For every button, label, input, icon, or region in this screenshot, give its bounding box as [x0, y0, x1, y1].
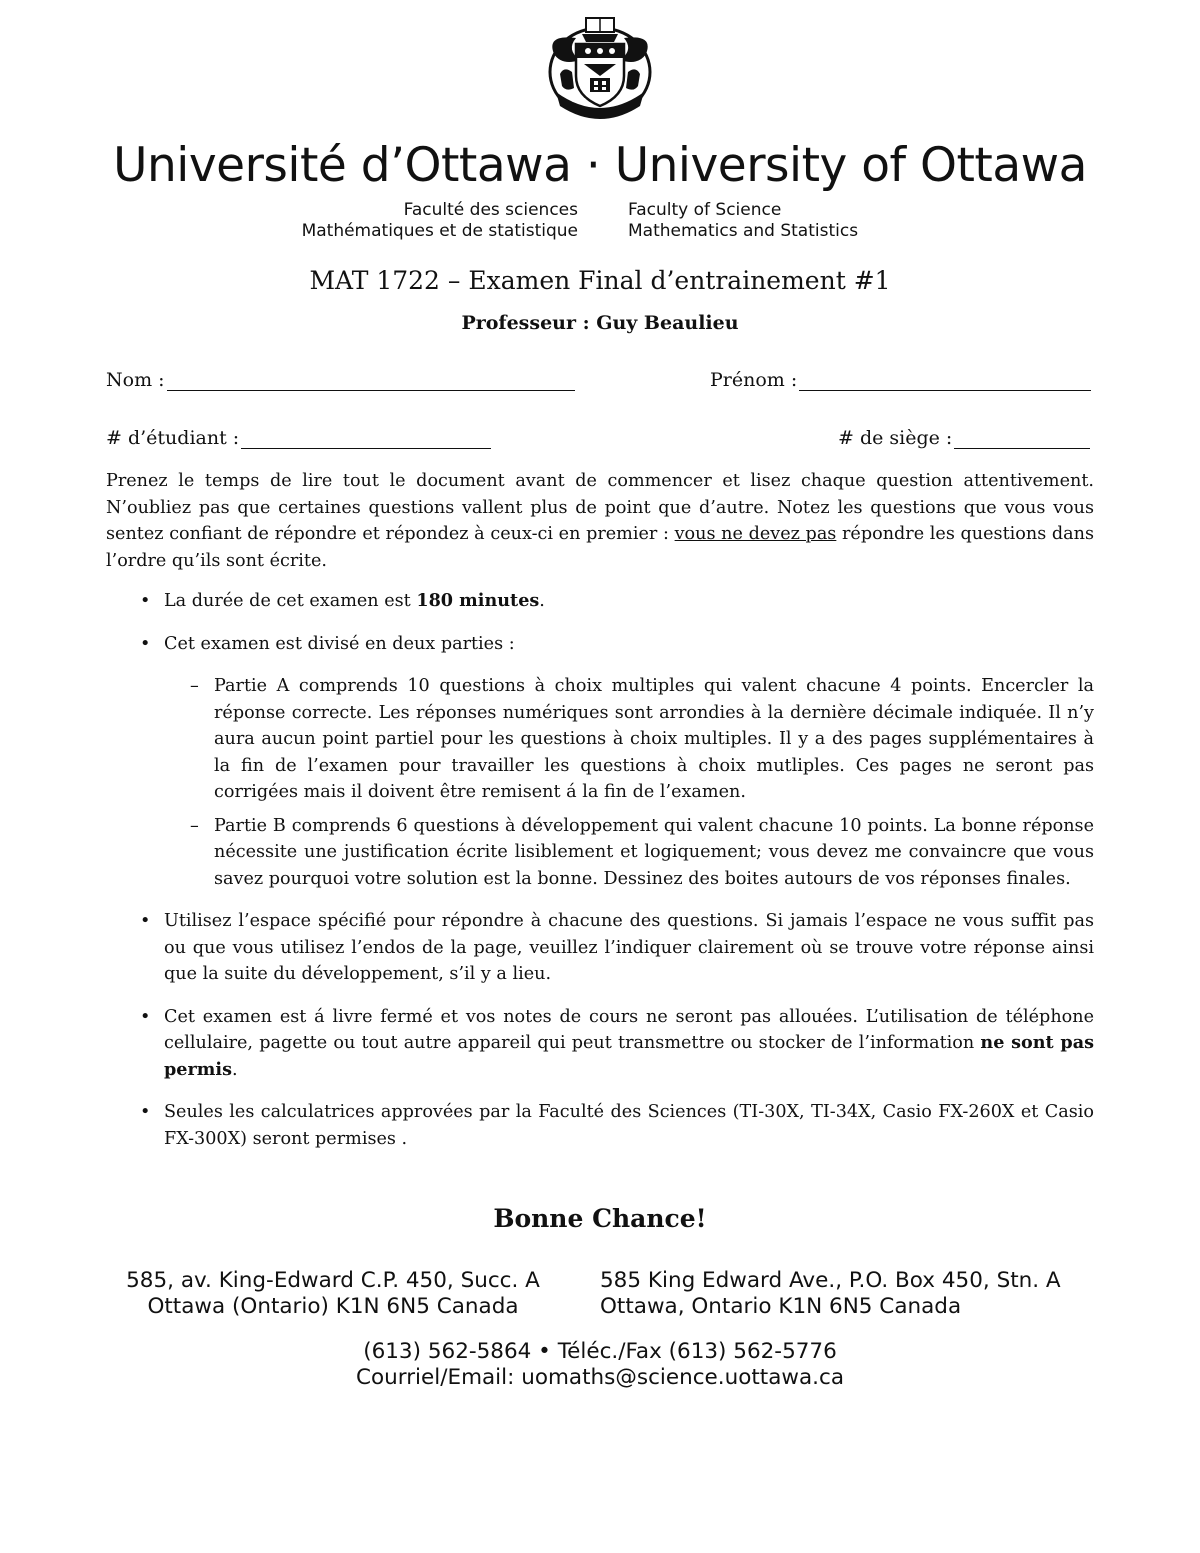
nom-blank[interactable] [167, 368, 575, 391]
addr-fr-line1: 585, av. King-Edward C.P. 450, Succ. A [126, 1268, 540, 1293]
faculty-en-line1: Faculty of Science [628, 200, 782, 220]
siege-blank[interactable] [954, 426, 1090, 449]
bullet-duration [106, 588, 1094, 615]
intro-underlined: vous ne devez pas [674, 524, 837, 544]
dash-icon: – [190, 676, 199, 696]
dash-icon: – [190, 815, 199, 836]
faculty-en-line2: Mathematics and Statistics [628, 221, 859, 241]
nom-field [106, 368, 575, 391]
duration-bold: 180 minutes [416, 590, 540, 611]
addr-en-line1: 585 King Edward Ave., P.O. Box 450, Stn. A [600, 1268, 1061, 1293]
part-b-item [106, 813, 1094, 893]
parts-text: Cet examen est divisé en deux parties : [164, 633, 515, 654]
svg-text:DEUS: DEUS [572, 98, 586, 104]
addr-fr-line2: Ottawa (Ontario) K1N 6N5 Canada [147, 1294, 519, 1319]
contact-info [108, 1339, 1092, 1391]
contact-email: Courriel/Email: uomaths@science.uottawa.ca [355, 1365, 845, 1390]
faculty-fr-line2: Mathématiques et de statistique [301, 221, 578, 241]
address-english [600, 1268, 1090, 1320]
bullet-closed-book [106, 1004, 1094, 1084]
exam-title: MAT 1722 – Examen Final d’entrainement #1 [309, 266, 891, 295]
closing-message: Bonne Chance! [493, 1204, 707, 1233]
professor-name: Professeur : Guy Beaulieu [461, 312, 739, 334]
closed-bold: ne sont pas permis [164, 1032, 1094, 1080]
bullet-dot-icon: • [140, 1006, 151, 1027]
prenom-blank[interactable] [799, 368, 1091, 391]
addr-en-line2: Ottawa, Ontario K1N 6N5 Canada [600, 1294, 962, 1319]
part-a-item [106, 673, 1094, 806]
faculty-fr-line1: Faculté des sciences [403, 200, 578, 220]
part-a-text: Partie A comprends 10 questions à choix multiples qui valent chacune 4 points. Encercler la réponse correcte. Les réponses numériques sont arrondies à la dernière décimale indiquée. Il n’y aura aucun point partiel pour les questions à choix multiples. Il y a des pages supplémentaires à la fin de l’examen pour travailler les questions à choix mutliples. Ces pages ne seront pas corrigées mais il doivent être remisent á la fin de l’examen. [214, 676, 1094, 802]
etudiant-label: # d’étudiant : [106, 427, 240, 449]
bullet-dot-icon: • [140, 911, 151, 931]
instructions-intro [106, 468, 1094, 574]
siege-label: # de siège : [838, 427, 953, 449]
etudiant-field [106, 426, 491, 449]
duration-text: La durée de cet examen est [164, 591, 417, 611]
bullet-dot-icon: • [140, 633, 151, 654]
siege-field [838, 426, 1090, 449]
bullet-parts [106, 631, 1094, 658]
prenom-field [710, 368, 1091, 391]
bullet-calculators [106, 1099, 1094, 1152]
intro-text-1: Prenez le temps de lire tout le document avant de commencer et lisez chaque question attentivement. N’oubliez pas que certaines questions vallent plus de point que d’autre. Notez les questions que vous vous sentez confiant de répondre et répondez à ceux-ci en premier : [106, 471, 1094, 544]
closed-suffix: . [231, 1059, 238, 1080]
phone-fax: (613) 562-5864 • Téléc./Fax (613) 562-5776 [363, 1339, 837, 1364]
svg-text:LUX: LUX [616, 98, 626, 104]
duration-suffix: . [539, 591, 545, 611]
instruction-list [106, 588, 1094, 1152]
space-text: Utilisez l’espace spécifié pour répondre à chacune des questions. Si jamais l’espace ne vous suffit pas ou que vous utilisez l’endos de la page, veuillez l’indiquer clairement où se trouve votre réponse ainsi que la suite du développement, s’il y a lieu. [164, 911, 1094, 984]
bullet-dot-icon: • [140, 591, 151, 611]
university-crest-icon [536, 14, 664, 120]
prenom-label: Prénom : [710, 369, 798, 391]
part-b-text: Partie B comprends 6 questions à développement qui valent chacune 10 points. La bonne réponse nécessite une justification écrite lisiblement et logiquement; vous devez me convaincre que vous savez pourquoi votre solution est la bonne. Dessinez des boites autours de vos réponses finales. [214, 815, 1094, 889]
nom-label: Nom : [106, 369, 165, 391]
etudiant-blank[interactable] [241, 426, 491, 449]
closed-text: Cet examen est á livre fermé et vos notes de cours ne seront pas allouées. L’utilisation de téléphone cellulaire, pagette ou tout autre appareil qui peut transmettre ou stocker de l’information [164, 1006, 1094, 1053]
faculty-english [628, 200, 968, 242]
university-name: Université d’Ottawa · University of Ottawa [113, 138, 1087, 193]
intro-text-2: répondre les questions dans l’ordre qu’ils sont écrite. [106, 524, 1095, 571]
calc-text: Seules les calculatrices approvées par la Faculté des Sciences (TI-30X, TI-34X, Casio FX-260X et Casio FX-300X) seront permises . [164, 1102, 1094, 1149]
address-french [118, 1268, 548, 1320]
bullet-space [106, 908, 1094, 988]
bullet-dot-icon: • [140, 1102, 151, 1122]
faculty-french [250, 200, 578, 242]
